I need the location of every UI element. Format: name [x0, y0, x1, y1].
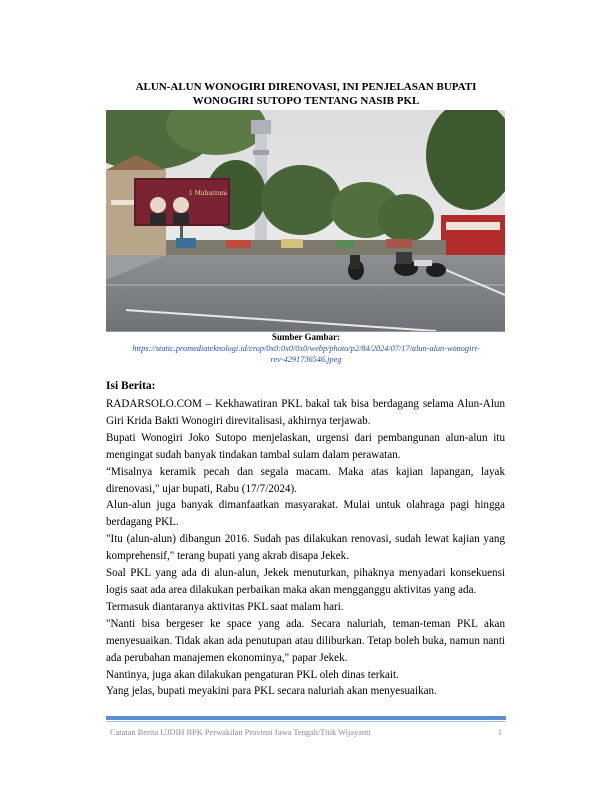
billboard-text: 1 Muharram	[188, 190, 228, 197]
article-body	[106, 396, 505, 700]
paragraph: Termasuk diantaranya aktivitas PKL saat malam hari.	[106, 600, 344, 613]
paragraph: Nantinya, juga akan dilakukan pengaturan PKL oleh dinas terkait.	[106, 668, 399, 681]
paragraph: “Misalnya keramik pecah dan segala macam. Maka atas kajian lapangan, layak direnovasi," ujar bupati, Rabu (17/7/2024).	[106, 465, 505, 495]
paragraph: "Nanti bisa bergeser ke space yang ada. Secara naluriah, teman-teman PKL akan menyesuaikan. Tidak akan ada penutupan atau diliburkan. Tetap boleh buka, namun nanti ada perubahan manajemen ekonominya," papar Jekek.	[106, 617, 505, 664]
section-heading: Isi Berita:	[106, 380, 156, 392]
footer-text: Catatan Berita UJDIH BPK Perwakilan Provinsi Jawa Tengah/Titik Wijayanti	[110, 728, 371, 737]
image-source-url[interactable]	[116, 343, 496, 365]
page-footer	[110, 728, 502, 737]
image-source-label: Sumber Gambar:	[271, 332, 341, 342]
alun-alun-street-scene	[106, 110, 505, 331]
page-number: 1	[497, 728, 502, 737]
footer-divider-thin	[106, 721, 506, 722]
paragraph: "Itu (alun-alun) dibangun 2016. Sudah pas dilakukan renovasi, sudah lewat kajian yang komprehensif," terang bupati yang akrab disapa Jekek.	[106, 533, 505, 563]
title-line-1: ALUN-ALUN WONOGIRI DIRENOVASI, INI PENJELASAN BUPATI	[135, 81, 477, 93]
title-line-2: WONOGIRI SUTOPO TENTANG NASIB PKL	[192, 95, 420, 107]
image-source-url-line-1[interactable]: https://static.promediateknologi.id/crop/0x0:0x0/0x0/webp/photo/p2/84/2024/07/17/alun-alun-wonogiri-	[132, 344, 480, 353]
paragraph: RADARSOLO.COM – Kekhawatiran PKL bakal tak bisa berdagang selama Alun-Alun Giri Krida Bakti Wonogiri direvitalisasi, akhirnya terjawab.	[106, 398, 505, 427]
image-source-url-line-2[interactable]: rev-4291736546.jpeg	[270, 355, 342, 364]
paragraph: Yang jelas, bupati meyakini para PKL secara naluriah akan menyesuaikan.	[106, 685, 437, 698]
paragraph: Soal PKL yang ada di alun-alun, Jekek menuturkan, pihaknya menyadari konsekuensi logis saat ada area dilakukan perbaikan maka akan mengganggu aktivitas yang ada.	[106, 567, 505, 596]
footer-divider	[106, 716, 506, 720]
paragraph: Alun-alun juga banyak dimanfaatkan masyarakat. Mulai untuk olahraga pagi hingga berdagang PKL.	[106, 499, 505, 529]
paragraph: Bupati Wonogiri Joko Sutopo menjelaskan, urgensi dari pembangunan alun-alun itu mengingat sudah banyak tindakan tambal sulam dalam perawatan.	[106, 431, 505, 461]
news-photo	[106, 110, 505, 332]
article-title	[106, 80, 506, 108]
